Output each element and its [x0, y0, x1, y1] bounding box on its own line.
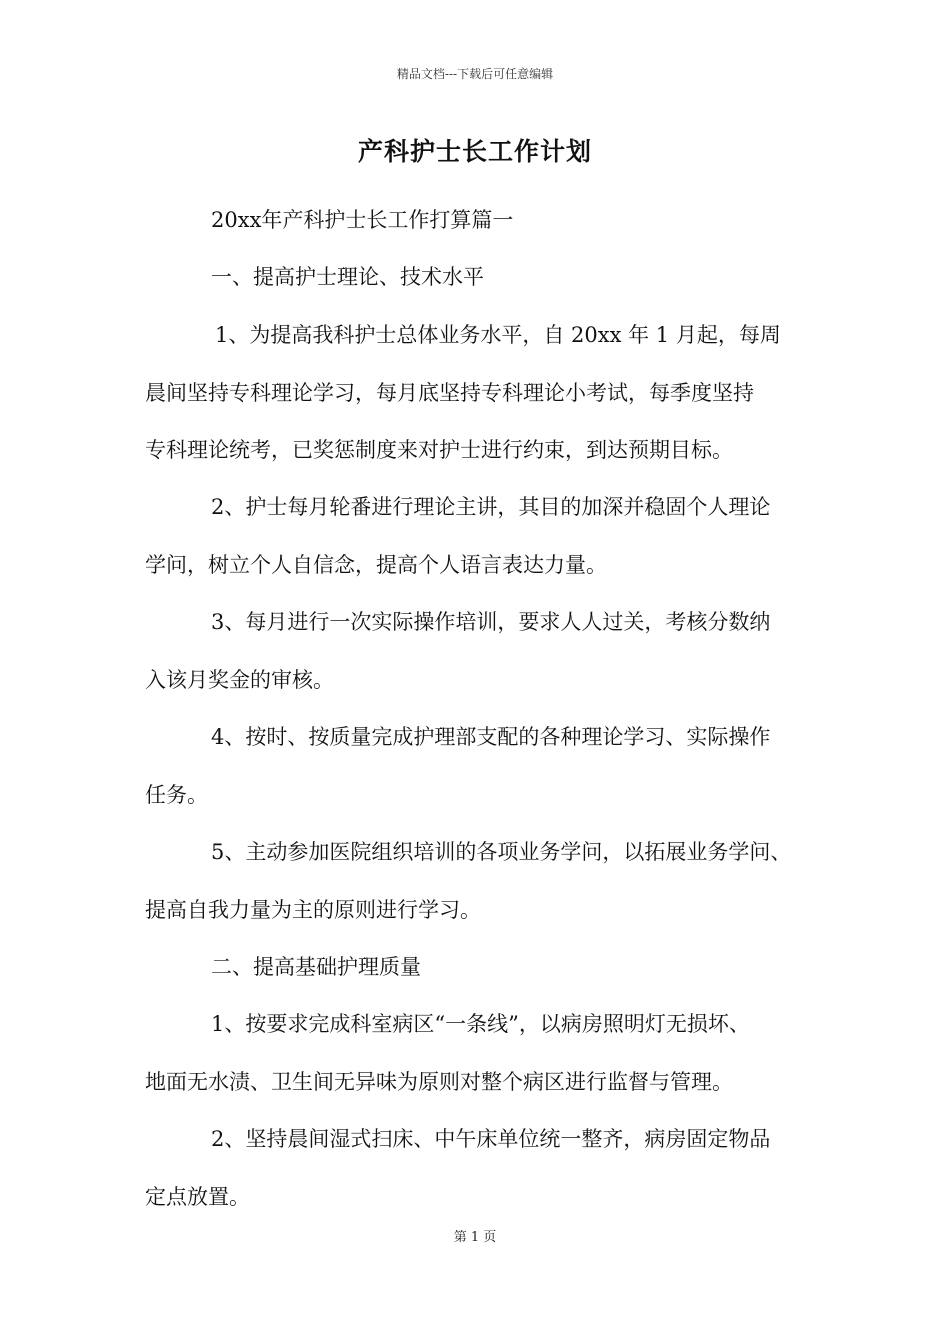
section-heading-2 — [145, 939, 891, 997]
page-number: 第 1 页 — [453, 1230, 497, 1245]
paragraph-line: 任务。 — [145, 782, 208, 807]
paragraph-line: 2、护士每月轮番进行理论主讲，其目的加深并稳固个人理论 — [211, 495, 771, 519]
paragraph-line: 4、按时、按质量完成护理部支配的各种理论学习、实际操作 — [211, 725, 771, 749]
paragraph-2-1 — [145, 996, 825, 1111]
paragraph-line: 入该月奖金的审核。 — [145, 667, 334, 692]
document-subtitle — [145, 192, 891, 250]
section-heading-1 — [145, 249, 891, 307]
paragraph-line: 5、主动参加医院组织培训的各项业务学问，以拓展业务学问、 — [211, 840, 792, 864]
paragraph-line: 1、为提高我科护士总体业务水平，自 20xx 年 1 月起，每周 — [215, 323, 781, 347]
paragraph-line: 晨间坚持专科理论学习，每月底坚持专科理论小考试，每季度坚持 — [145, 380, 754, 405]
paragraph-line: 1、按要求完成科室病区“一条线”，以病房照明灯无损坏、 — [211, 1012, 750, 1036]
document-header-note: 精品文档---下载后可任意编辑 — [396, 67, 554, 81]
paragraph-1-1 — [145, 307, 825, 480]
paragraph-line: 提高自我力量为主的原则进行学习。 — [145, 897, 481, 922]
section-heading-text: 一、提高护士理论、技术水平 — [211, 265, 484, 289]
paragraph-1-5 — [145, 824, 825, 939]
paragraph-line: 2、坚持晨间湿式扫床、中午床单位统一整齐，病房固定物品 — [211, 1127, 771, 1151]
subtitle-text: 20xx年产科护士长工作打算篇一 — [211, 208, 514, 232]
paragraph-line: 定点放置。 — [145, 1184, 250, 1209]
paragraph-1-2 — [145, 479, 825, 594]
paragraph-line: 3、每月进行一次实际操作培训，要求人人过关，考核分数纳 — [211, 610, 771, 634]
paragraph-1-3 — [145, 594, 825, 709]
section-heading-text: 二、提高基础护理质量 — [211, 955, 421, 979]
paragraph-line: 学问，树立个人自信念，提高个人语言表达力量。 — [145, 552, 607, 577]
document-title: 产科护士长工作计划 — [357, 137, 592, 166]
paragraph-line: 专科理论统考，已奖惩制度来对护士进行约束，到达预期目标。 — [145, 438, 733, 462]
paragraph-2-2 — [145, 1111, 825, 1226]
paragraph-line: 地面无水渍、卫生间无异味为原则对整个病区进行监督与管理。 — [145, 1069, 733, 1094]
paragraph-1-4 — [145, 709, 825, 824]
